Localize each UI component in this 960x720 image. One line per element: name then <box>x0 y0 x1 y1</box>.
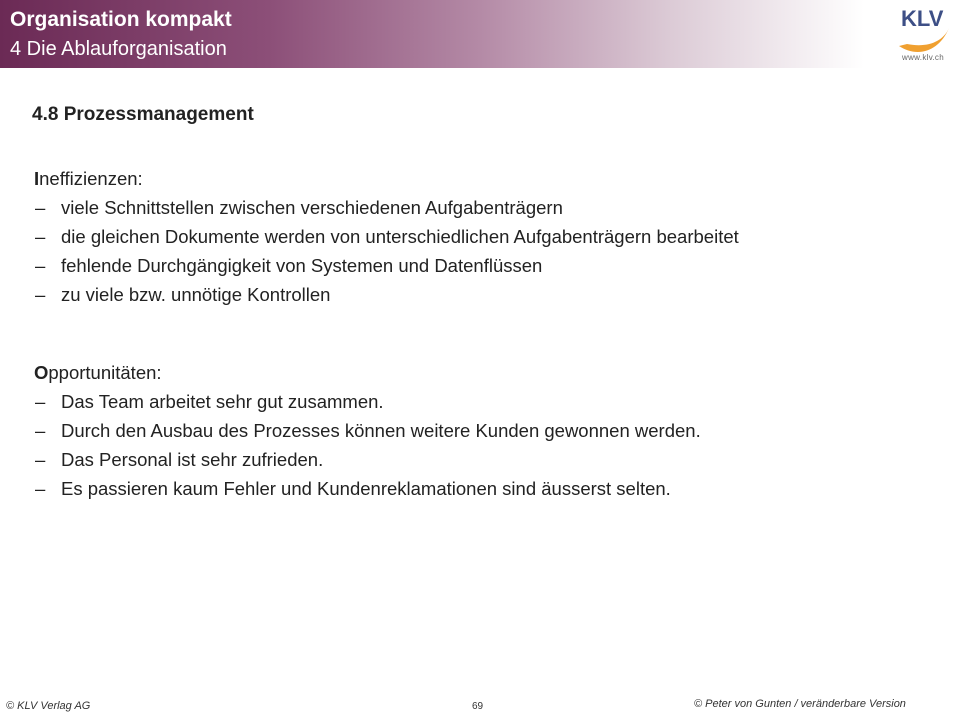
bullet-dash: – <box>35 420 46 441</box>
list-item <box>34 193 914 222</box>
list-item-text: Das Personal ist sehr zufrieden. <box>61 449 324 470</box>
klv-logo-icon <box>893 2 955 60</box>
header-title: Organisation kompakt <box>10 8 232 31</box>
list-item <box>34 251 914 280</box>
list-item-text: Durch den Ausbau des Prozesses können weitere Kunden gewonnen werden. <box>61 420 701 441</box>
bullet-dash: – <box>35 391 46 412</box>
opportunities-list <box>34 387 914 503</box>
svg-text:KLV: KLV <box>901 6 944 31</box>
list-item <box>34 416 914 445</box>
page-number: 69 <box>472 701 484 712</box>
inefficiencies-block <box>34 164 914 309</box>
list-item-text: viele Schnittstellen zwischen verschiedenen Aufgabenträgern <box>61 197 563 218</box>
opportunities-heading <box>34 358 914 387</box>
list-item <box>34 445 914 474</box>
heading-initial: I <box>34 168 40 189</box>
footer-author: © Peter von Gunten / veränderbare Version <box>694 698 906 710</box>
list-item <box>34 387 914 416</box>
opportunities-block <box>34 358 914 503</box>
list-item <box>34 222 914 251</box>
footer-copyright: © KLV Verlag AG <box>6 700 91 712</box>
bullet-dash: – <box>35 255 46 276</box>
list-item <box>34 474 914 503</box>
list-item <box>34 280 914 309</box>
logo-url: www.klv.ch <box>902 53 944 62</box>
heading-initial: O <box>34 362 49 383</box>
list-item-text: zu viele bzw. unnötige Kontrollen <box>61 284 331 305</box>
inefficiencies-heading <box>34 164 914 193</box>
section-title: 4.8 Prozessmanagement <box>32 104 254 125</box>
list-item-text: die gleichen Dokumente werden von unterschiedlichen Aufgabenträgern bearbeitet <box>61 226 739 247</box>
list-item-text: Das Team arbeitet sehr gut zusammen. <box>61 391 384 412</box>
bullet-dash: – <box>35 478 46 499</box>
inefficiencies-list <box>34 193 914 309</box>
header-subtitle: 4 Die Ablauforganisation <box>10 38 227 60</box>
list-item-text: fehlende Durchgängigkeit von Systemen und Datenflüssen <box>61 255 543 276</box>
bullet-dash: – <box>35 226 46 247</box>
bullet-dash: – <box>35 449 46 470</box>
heading-rest: neffizienzen: <box>39 168 143 189</box>
list-item-text: Es passieren kaum Fehler und Kundenreklamationen sind äusserst selten. <box>61 478 671 499</box>
bullet-dash: – <box>35 284 46 305</box>
heading-rest: pportunitäten: <box>48 362 162 383</box>
header-banner <box>0 0 960 68</box>
bullet-dash: – <box>35 197 46 218</box>
